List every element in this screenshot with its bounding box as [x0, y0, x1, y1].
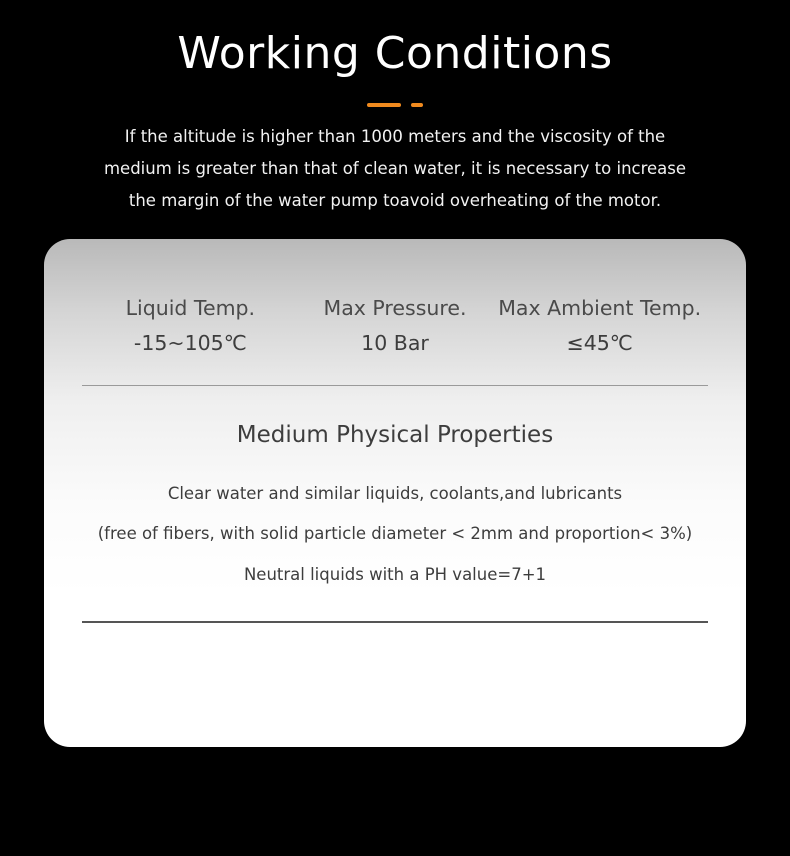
spec-item: [88, 293, 293, 363]
notes-list: [80, 474, 710, 595]
spec-list: [80, 285, 710, 363]
spec-card: [44, 239, 746, 747]
note-line: (free of fibers, with solid particle diameter < 2mm and proportion< 3%): [97, 524, 693, 544]
spec-label: Max Ambient Temp.: [498, 296, 702, 321]
spec-label: Liquid Temp.: [125, 296, 256, 321]
intro-line: If the altitude is higher than 1000 meters and the viscosity of the: [124, 126, 666, 146]
note-line: Clear water and similar liquids, coolants,and lubricants: [167, 484, 623, 503]
spec-item: [497, 293, 702, 363]
spec-item: [293, 293, 498, 363]
spec-value: ≤45℃: [566, 331, 633, 356]
intro-line: the margin of the water pump toavoid overheating of the motor.: [128, 191, 662, 211]
spec-label: Max Pressure.: [323, 296, 467, 321]
divider-dash-long: [367, 103, 401, 107]
spec-card-wrapper: [44, 239, 746, 747]
intro-line: medium is greater than that of clean water, it is necessary to increase: [103, 158, 687, 178]
spec-separator: [82, 385, 708, 386]
section-title: Medium Physical Properties: [236, 422, 554, 448]
divider-dash-short: [411, 103, 423, 107]
notes-separator: [82, 621, 708, 623]
intro-paragraph: [0, 121, 790, 218]
spec-value: 10 Bar: [361, 331, 429, 356]
note-line: Neutral liquids with a PH value=7+1: [243, 564, 547, 584]
title-divider: [0, 103, 790, 107]
page-title: Working Conditions: [177, 28, 613, 79]
spec-value: -15~105℃: [133, 331, 247, 356]
